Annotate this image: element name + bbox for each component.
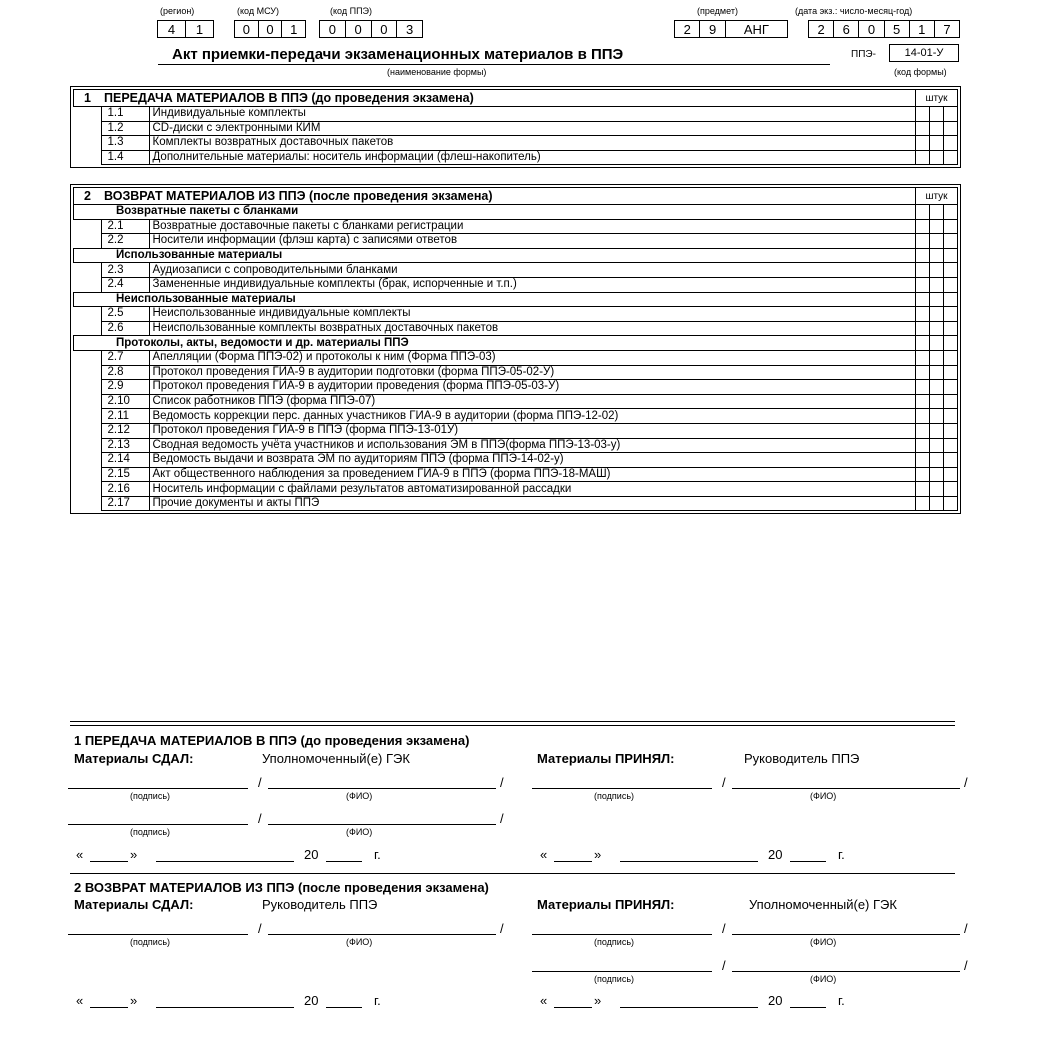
year-line[interactable] — [326, 861, 362, 862]
section2-table — [73, 187, 958, 511]
slash: / — [722, 775, 726, 790]
subject-cells[interactable] — [674, 20, 788, 38]
qty-cell[interactable] — [916, 219, 930, 234]
fio-caption: (ФИО) — [810, 791, 837, 801]
qty-cell[interactable] — [916, 321, 930, 336]
subsection-heading: Протоколы, акты, ведомости и др. материалы ППЭ — [74, 336, 916, 351]
qty-cell[interactable] — [944, 380, 958, 395]
fio-line[interactable] — [268, 788, 496, 789]
section2-title: ВОЗВРАТ МАТЕРИАЛОВ ИЗ ППЭ (после проведения экзамена) — [101, 188, 916, 205]
qty-cell[interactable] — [916, 423, 930, 438]
form-title: Акт приемки-передачи экзаменационных материалов в ППЭ — [172, 46, 624, 63]
slash: / — [500, 921, 504, 936]
qty-cell[interactable] — [930, 482, 944, 497]
qty-cell[interactable] — [944, 121, 958, 136]
row-text: Протокол проведения ГИА-9 в аудитории проведения (форма ППЭ-05-03-У) — [149, 380, 916, 395]
row-number: 2.16 — [101, 482, 149, 497]
qty-cell[interactable] — [930, 234, 944, 249]
row-text: Сводная ведомость учёта участников и использования ЭМ в ППЭ(форма ППЭ-13-03-у) — [149, 438, 916, 453]
row-text: Апелляции (Форма ППЭ-02) и протоколы к ним (Форма ППЭ-03) — [149, 350, 916, 365]
code-cell[interactable]: 9 — [700, 21, 725, 37]
row-number: 2.15 — [101, 467, 149, 482]
slash: / — [500, 775, 504, 790]
year-prefix: 20 — [304, 993, 319, 1008]
table-row — [74, 277, 958, 292]
qty-cell[interactable] — [944, 219, 958, 234]
quote-close: » — [130, 993, 138, 1008]
table-row — [74, 336, 958, 351]
table-row — [74, 321, 958, 336]
qty-cell[interactable] — [944, 409, 958, 424]
table-row — [74, 292, 958, 307]
slash: / — [258, 775, 262, 790]
quote-open: « — [76, 993, 84, 1008]
qty-cell[interactable] — [916, 107, 930, 122]
qty-cell[interactable] — [916, 438, 930, 453]
table-row — [74, 219, 958, 234]
qty-cell[interactable] — [930, 136, 944, 151]
slash: / — [500, 811, 504, 826]
row-number: 2.9 — [101, 380, 149, 395]
row-number: 1.2 — [101, 121, 149, 136]
table-row — [74, 380, 958, 395]
section1-qty-header: штук — [916, 90, 958, 107]
section2-frame — [70, 184, 961, 514]
region-label: (регион) — [160, 6, 195, 16]
section1-table — [73, 89, 958, 165]
code-cell[interactable]: 4 — [158, 21, 186, 37]
code-cell[interactable]: АНГ — [743, 21, 769, 37]
row-text: Замененные индивидуальные комплекты (брак, испорченные и т.п.) — [149, 277, 916, 292]
qty-cell[interactable] — [916, 336, 930, 351]
table-row — [74, 453, 958, 468]
qty-cell[interactable] — [916, 394, 930, 409]
qty-cell[interactable] — [944, 150, 958, 165]
qty-cell[interactable] — [930, 107, 944, 122]
fio-line[interactable] — [732, 971, 960, 972]
signature-caption: (подпись) — [130, 937, 171, 947]
row-text: Индивидуальные комплекты — [149, 107, 916, 122]
qty-cell[interactable] — [944, 438, 958, 453]
msu-label: (код МСУ) — [237, 6, 280, 16]
month-line[interactable] — [620, 861, 758, 862]
fio-line[interactable] — [732, 788, 960, 789]
qty-cell[interactable] — [944, 365, 958, 380]
table-row — [74, 307, 958, 322]
qty-cell[interactable] — [930, 365, 944, 380]
signature-line[interactable] — [532, 788, 712, 789]
qty-cell[interactable] — [944, 453, 958, 468]
row-number: 2.5 — [101, 307, 149, 322]
qty-cell[interactable] — [930, 121, 944, 136]
form-code: 14-01-У — [889, 44, 959, 62]
table-row — [74, 438, 958, 453]
year-prefix: 20 — [304, 847, 319, 862]
code-cell[interactable]: 0 — [372, 21, 398, 37]
year-suffix: г. — [374, 847, 381, 862]
msu-cells[interactable] — [234, 20, 306, 38]
row-number: 2.3 — [101, 263, 149, 278]
row-text: Аудиозаписи с сопроводительными бланками — [149, 263, 916, 278]
qty-cell[interactable] — [916, 482, 930, 497]
qty-cell[interactable] — [930, 150, 944, 165]
row-text: Носители информации (флэш карта) с записями ответов — [149, 234, 916, 249]
qty-cell[interactable] — [944, 350, 958, 365]
table-row — [74, 150, 958, 165]
slash: / — [964, 775, 968, 790]
signature-caption: (подпись) — [594, 791, 635, 801]
section2-qty-header: штук — [916, 188, 958, 205]
row-number: 2.4 — [101, 277, 149, 292]
qty-cell[interactable] — [916, 292, 930, 307]
qty-cell[interactable] — [916, 496, 930, 511]
table-row — [74, 234, 958, 249]
signature-caption: (подпись) — [594, 974, 635, 984]
sig1-title: 1 ПЕРЕДАЧА МАТЕРИАЛОВ В ППЭ (до проведения экзамена) — [74, 733, 470, 748]
row-number: 2.8 — [101, 365, 149, 380]
year-line[interactable] — [790, 1007, 826, 1008]
code-cell[interactable]: 0 — [320, 21, 346, 37]
slash: / — [722, 921, 726, 936]
row-number: 2.11 — [101, 409, 149, 424]
qty-cell[interactable] — [944, 277, 958, 292]
form-code-caption: (код формы) — [894, 67, 947, 77]
qty-cell[interactable] — [930, 277, 944, 292]
qty-cell[interactable] — [944, 136, 958, 151]
qty-cell[interactable] — [916, 205, 930, 220]
year-line[interactable] — [326, 1007, 362, 1008]
table-row — [74, 409, 958, 424]
qty-cell[interactable] — [930, 467, 944, 482]
fio-caption: (ФИО) — [810, 937, 837, 947]
code-cell[interactable]: 3 — [406, 21, 414, 37]
qty-cell[interactable] — [930, 205, 944, 220]
qty-cell[interactable] — [916, 248, 930, 263]
qty-cell[interactable] — [930, 409, 944, 424]
qty-cell[interactable] — [930, 219, 944, 234]
table-row — [74, 136, 958, 151]
signature-line[interactable] — [68, 824, 248, 825]
form-title-underline — [158, 64, 830, 65]
sig1-gave-role: Уполномоченный(е) ГЭК — [262, 751, 410, 766]
quote-open: « — [540, 847, 548, 862]
divider-top-1 — [70, 721, 955, 722]
slash: / — [964, 958, 968, 973]
quote-close: » — [594, 993, 602, 1008]
qty-cell[interactable] — [944, 248, 958, 263]
qty-cell[interactable] — [916, 380, 930, 395]
year-suffix: г. — [838, 847, 845, 862]
row-text: Носитель информации с файлами результатов автоматизированной рассадки — [149, 482, 916, 497]
row-number: 1.4 — [101, 150, 149, 165]
row-number: 2.13 — [101, 438, 149, 453]
row-number: 2.17 — [101, 496, 149, 511]
qty-cell[interactable] — [944, 423, 958, 438]
row-number: 2.12 — [101, 423, 149, 438]
row-number: 2.2 — [101, 234, 149, 249]
slash: / — [258, 811, 262, 826]
quote-open: « — [540, 993, 548, 1008]
qty-cell[interactable] — [916, 467, 930, 482]
day-line[interactable] — [554, 1007, 592, 1008]
qty-cell[interactable] — [930, 350, 944, 365]
subsection-heading: Неиспользованные материалы — [74, 292, 916, 307]
row-text: Дополнительные материалы: носитель информации (флеш-накопитель) — [149, 150, 916, 165]
code-cell[interactable]: 2 — [809, 21, 834, 37]
table-row — [74, 482, 958, 497]
table-row — [74, 467, 958, 482]
qty-cell[interactable] — [944, 467, 958, 482]
sig1-took-label: Материалы ПРИНЯЛ: — [537, 751, 675, 766]
row-text: Протокол проведения ГИА-9 в ППЭ (форма ППЭ-13-01У) — [149, 423, 916, 438]
qty-cell[interactable] — [944, 292, 958, 307]
row-number: 2.14 — [101, 453, 149, 468]
row-text: Ведомость коррекции перс. данных участников ГИА-9 в аудитории (форма ППЭ-12-02) — [149, 409, 916, 424]
section1-num: 1 — [74, 90, 102, 107]
fio-caption: (ФИО) — [346, 937, 373, 947]
row-text: Список работников ППЭ (форма ППЭ-07) — [149, 394, 916, 409]
fio-caption: (ФИО) — [810, 974, 837, 984]
row-number: 1.3 — [101, 136, 149, 151]
year-prefix: 20 — [768, 847, 783, 862]
qty-cell[interactable] — [916, 453, 930, 468]
qty-cell[interactable] — [944, 336, 958, 351]
qty-cell[interactable] — [930, 453, 944, 468]
signature-caption: (подпись) — [130, 827, 171, 837]
qty-cell[interactable] — [916, 150, 930, 165]
row-number: 2.6 — [101, 321, 149, 336]
slash: / — [964, 921, 968, 936]
fio-line[interactable] — [732, 934, 960, 935]
sig2-title: 2 ВОЗВРАТ МАТЕРИАЛОВ ИЗ ППЭ (после проведения экзамена) — [74, 880, 489, 895]
divider-mid — [70, 873, 955, 874]
slash: / — [722, 958, 726, 973]
signature-line[interactable] — [68, 788, 248, 789]
qty-cell[interactable] — [944, 107, 958, 122]
qty-cell[interactable] — [944, 234, 958, 249]
subsection-heading: Возвратные пакеты с бланками — [74, 205, 916, 220]
row-number: 2.1 — [101, 219, 149, 234]
code-cell[interactable]: 1 — [195, 21, 204, 37]
table-row — [74, 263, 958, 278]
qty-cell[interactable] — [944, 263, 958, 278]
row-number: 2.10 — [101, 394, 149, 409]
qty-cell[interactable] — [930, 423, 944, 438]
row-text: Неиспользованные комплекты возвратных доставочных пакетов — [149, 321, 916, 336]
fio-line[interactable] — [268, 934, 496, 935]
year-suffix: г. — [374, 993, 381, 1008]
quote-close: » — [594, 847, 602, 862]
table-row — [74, 423, 958, 438]
fio-caption: (ФИО) — [346, 827, 373, 837]
qty-cell[interactable] — [944, 482, 958, 497]
signature-caption: (подпись) — [594, 937, 635, 947]
code-cell[interactable]: 0 — [259, 21, 283, 37]
subsection-heading: Использованные материалы — [74, 248, 916, 263]
qty-cell[interactable] — [930, 394, 944, 409]
code-cell[interactable]: 2 — [675, 21, 700, 37]
qty-cell[interactable] — [944, 205, 958, 220]
code-cell[interactable]: 1 — [910, 21, 935, 37]
row-number: 2.7 — [101, 350, 149, 365]
sig2-took-label: Материалы ПРИНЯЛ: — [537, 897, 675, 912]
qty-cell[interactable] — [930, 321, 944, 336]
section2-num: 2 — [74, 188, 102, 205]
sig2-gave-role: Руководитель ППЭ — [262, 897, 378, 912]
divider-top-2 — [70, 725, 955, 726]
sig1-gave-label: Материалы СДАЛ: — [74, 751, 194, 766]
row-text: Неиспользованные индивидуальные комплекты — [149, 307, 916, 322]
quote-close: » — [130, 847, 138, 862]
table-row — [74, 365, 958, 380]
month-line[interactable] — [156, 861, 294, 862]
qty-cell[interactable] — [944, 307, 958, 322]
signature-caption: (подпись) — [130, 791, 171, 801]
date-label: (дата экз.: число-месяц-год) — [795, 6, 913, 16]
code-cell[interactable]: 6 — [834, 21, 859, 37]
sig1-took-role: Руководитель ППЭ — [744, 751, 860, 766]
row-text: Акт общественного наблюдения за проведением ГИА-9 в ППЭ (форма ППЭ-18-МАШ) — [149, 467, 916, 482]
qty-cell[interactable] — [916, 136, 930, 151]
code-cell[interactable]: 1 — [290, 21, 298, 37]
table-row — [74, 248, 958, 263]
day-line[interactable] — [554, 861, 592, 862]
signature-line[interactable] — [532, 971, 712, 972]
day-line[interactable] — [90, 1007, 128, 1008]
row-text: Комплекты возвратных доставочных пакетов — [149, 136, 916, 151]
row-text: Прочие документы и акты ППЭ — [149, 496, 916, 511]
qty-cell[interactable] — [916, 365, 930, 380]
qty-cell[interactable] — [930, 263, 944, 278]
month-line[interactable] — [620, 1007, 758, 1008]
row-text: CD-диски с электронными КИМ — [149, 121, 916, 136]
code-cell[interactable]: 0 — [346, 21, 372, 37]
qty-cell[interactable] — [930, 292, 944, 307]
section1-frame — [70, 86, 961, 168]
year-suffix: г. — [838, 993, 845, 1008]
signature-line[interactable] — [68, 934, 248, 935]
subject-label: (предмет) — [697, 6, 738, 16]
table-row — [74, 107, 958, 122]
qty-cell[interactable] — [944, 394, 958, 409]
row-number: 1.1 — [101, 107, 149, 122]
year-prefix: 20 — [768, 993, 783, 1008]
qty-cell[interactable] — [930, 307, 944, 322]
sig2-gave-label: Материалы СДАЛ: — [74, 897, 194, 912]
ppe-code-cells[interactable] — [319, 20, 423, 38]
qty-cell[interactable] — [916, 121, 930, 136]
row-text: Возвратные доставочные пакеты с бланками регистрации — [149, 219, 916, 234]
code-cell[interactable]: 0 — [859, 21, 884, 37]
ppe-code-label: (код ППЭ) — [330, 6, 372, 16]
qty-cell[interactable] — [916, 263, 930, 278]
qty-cell[interactable] — [930, 248, 944, 263]
qty-cell[interactable] — [916, 234, 930, 249]
form-code-prefix: ППЭ- — [851, 49, 876, 60]
month-line[interactable] — [156, 1007, 294, 1008]
section1-title: ПЕРЕДАЧА МАТЕРИАЛОВ В ППЭ (до проведения экзамена) — [101, 90, 916, 107]
qty-cell[interactable] — [930, 496, 944, 511]
qty-cell[interactable] — [916, 277, 930, 292]
day-line[interactable] — [90, 861, 128, 862]
slash: / — [258, 921, 262, 936]
code-cell[interactable]: 5 — [885, 21, 910, 37]
row-text: Ведомость выдачи и возврата ЭМ по аудиториям ППЭ (форма ППЭ-14-02-у) — [149, 453, 916, 468]
form-title-caption: (наименование формы) — [387, 67, 487, 77]
qty-cell[interactable] — [944, 496, 958, 511]
region-cells[interactable] — [157, 20, 214, 38]
signature-line[interactable] — [532, 934, 712, 935]
code-cell[interactable]: 7 — [943, 21, 951, 37]
quote-open: « — [76, 847, 84, 862]
qty-cell[interactable] — [944, 321, 958, 336]
fio-caption: (ФИО) — [346, 791, 373, 801]
table-row — [74, 205, 958, 220]
date-cells[interactable] — [808, 20, 960, 38]
qty-cell[interactable] — [916, 409, 930, 424]
qty-cell[interactable] — [916, 307, 930, 322]
table-row — [74, 121, 958, 136]
table-row — [74, 350, 958, 365]
fio-line[interactable] — [268, 824, 496, 825]
year-line[interactable] — [790, 861, 826, 862]
table-row — [74, 496, 958, 511]
qty-cell[interactable] — [930, 438, 944, 453]
qty-cell[interactable] — [930, 336, 944, 351]
qty-cell[interactable] — [930, 380, 944, 395]
table-row — [74, 394, 958, 409]
qty-cell[interactable] — [916, 350, 930, 365]
code-cell[interactable]: 0 — [235, 21, 259, 37]
row-text: Протокол проведения ГИА-9 в аудитории подготовки (форма ППЭ-05-02-У) — [149, 365, 916, 380]
sig2-took-role: Уполномоченный(е) ГЭК — [749, 897, 897, 912]
